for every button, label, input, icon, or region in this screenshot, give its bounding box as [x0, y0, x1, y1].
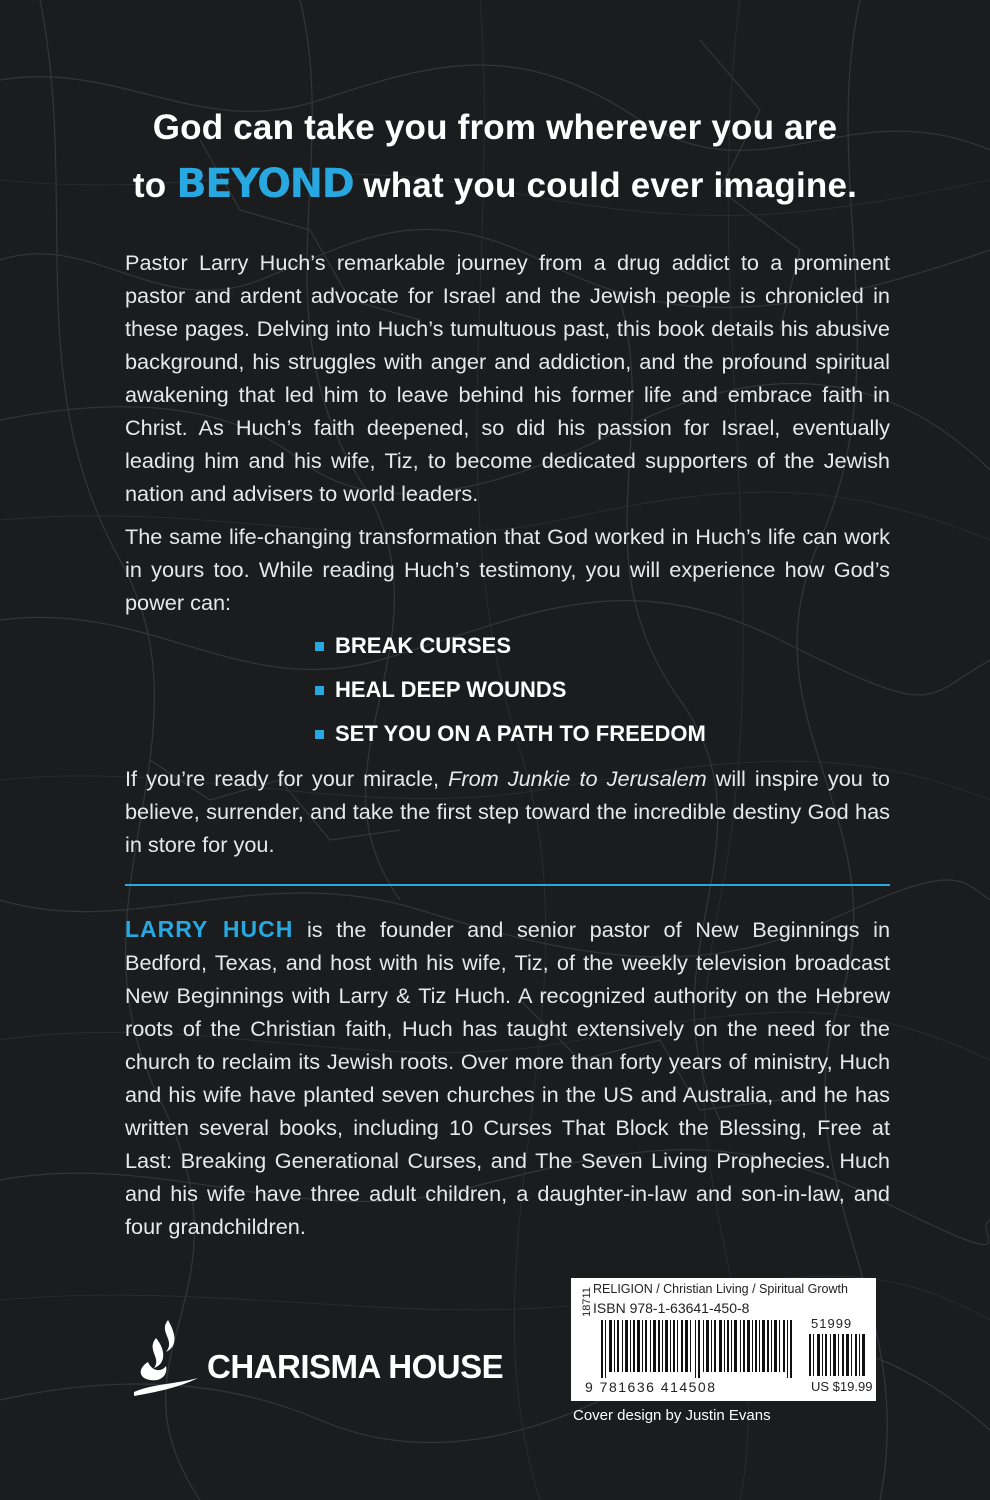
price: US $19.99	[811, 1379, 873, 1394]
isbn: ISBN 978-1-63641-450-8	[593, 1300, 750, 1316]
headline-rest: what you could ever imagine.	[363, 166, 858, 205]
book-title: From Junkie to Jerusalem	[448, 766, 707, 791]
bullet-item: SET YOU ON A PATH TO FREEDOM	[313, 716, 706, 760]
description-paragraph-3: If you’re ready for your miracle, From Junkie to Jerusalem will inspire you to believe, surrender, and take the first step toward the incredible destiny God has in store for you.	[125, 766, 890, 857]
price-barcode-icon	[809, 1334, 867, 1376]
headline-beyond: BEYOND	[176, 161, 354, 207]
author-bio: LARRY HUCH is the founder and senior pastor of New Beginnings in Bedford, Texas, and host with his wife, Tiz, of the weekly television broadcast New Beginnings with Larry & Tiz Huch. A recognized authority on the Hebrew roots of the Christian faith, Huch has taught extensively on the need for the church to reclaim its Jewish roots. Over more than forty years of ministry, Huch and his wife have planted seven churches in the US and Australia, and he has written several books, including 10 Curses That Block the Blessing, Free at Last: Breaking Generational Curses, and The Seven Living Prophecies. Huch and his wife have three adult children, a daughter-in-law and son-in-law, and four grandchildren.	[125, 916, 891, 1239]
publisher-logo	[132, 1318, 512, 1398]
headline-line-1: God can take you from wherever you are	[152, 108, 838, 147]
bullet-item: HEAL DEEP WOUNDS	[313, 672, 706, 716]
bullet-square-icon	[315, 730, 324, 739]
headline	[0, 100, 990, 214]
bullet-item: BREAK CURSES	[313, 628, 706, 672]
bullet-list	[313, 628, 706, 760]
author-name: LARRY HUCH	[125, 916, 294, 942]
description-paragraph-1: Pastor Larry Huch’s remarkable journey from a drug addict to a prominent pastor and ardent advocate for Israel and the Jewish people is chronicled in these pages. Delving into Huch’s tumultuous past, this book details his abusive background, his struggles with anger and addiction, and the profound spiritual awakening that led him to leave behind his former life and embrace faith in Christ. As Huch’s faith deepened, so did his passion for Israel, eventually leading him and his wife, Tiz, to become dedicated supporters of the Jewish nation and advisers to world leaders.	[125, 250, 890, 506]
divider	[125, 884, 890, 886]
price-code: 51999	[811, 1316, 853, 1331]
bullet-square-icon	[315, 686, 324, 695]
barcode-side-code: 18711	[581, 1287, 593, 1317]
barcode-box	[571, 1278, 876, 1401]
headline-line-2	[0, 156, 990, 214]
barcode-icon	[601, 1320, 801, 1378]
bullet-square-icon	[315, 642, 324, 651]
publisher-name: CHARISMA HOUSE	[207, 1348, 504, 1385]
description-paragraph-2: The same life-changing transformation that God worked in Huch’s life can work in yours too. While reading Huch’s testimony, you will experience how God’s power can:	[125, 524, 890, 615]
headline-to: to	[132, 166, 167, 205]
barcode-digits: 9 781636 414508	[585, 1379, 717, 1395]
flame-icon	[132, 1318, 202, 1398]
bisac-category: RELIGION / Christian Living / Spiritual Growth	[593, 1282, 848, 1296]
cover-credit: Cover design by Justin Evans	[573, 1407, 771, 1424]
